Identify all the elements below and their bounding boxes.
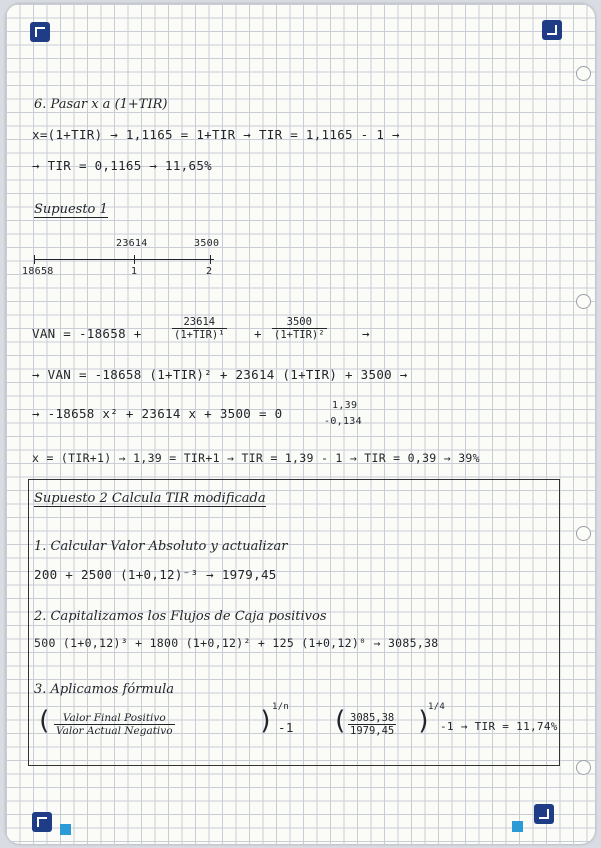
van-fraction-2-den: (1+TIR)² xyxy=(274,329,325,341)
binder-hole xyxy=(576,294,591,309)
brand-logo-bottom-left xyxy=(32,812,52,832)
van-fraction-1-num: 23614 xyxy=(172,316,227,329)
binder-hole xyxy=(576,526,591,541)
step2-line: 500 (1+0,12)³ + 1800 (1+0,12)² + 125 (1+0,12)⁰ → 3085,38 xyxy=(34,636,439,650)
supuesto2-title: Supuesto 2 Calcula TIR modificada xyxy=(34,491,266,506)
brand-logo-top-left xyxy=(30,22,50,42)
calc-open-paren: ( xyxy=(332,706,348,736)
step1-title: 1. Calcular Valor Absoluto y actualizar xyxy=(34,539,288,554)
root-2: -0,134 xyxy=(324,416,362,427)
step2-title: 2. Capitalizamos los Flujos de Caja positivos xyxy=(34,609,327,624)
close-paren: ) xyxy=(258,706,274,736)
blue-square-marker xyxy=(512,821,523,832)
formula-minus-one: -1 xyxy=(278,720,294,735)
timeline-period-1: 1 xyxy=(131,266,138,277)
timeline-value-0: 18658 xyxy=(22,266,54,277)
binder-hole xyxy=(576,66,591,81)
step1-line: 200 + 2500 (1+0,12)⁻³ → 1979,45 xyxy=(34,567,277,582)
blue-square-marker xyxy=(60,824,71,835)
binder-hole xyxy=(576,760,591,775)
van-fraction-2 xyxy=(272,316,327,341)
calc-exponent: 1/4 xyxy=(428,702,446,712)
step3-title: 3. Aplicamos fórmula xyxy=(34,682,175,697)
quadratic-equation: → -18658 x² + 23614 x + 3500 = 0 xyxy=(32,406,283,421)
formula-exponent: 1/n xyxy=(272,702,290,712)
van-fraction-2-num: 3500 xyxy=(272,316,327,329)
formula-den: Valor Actual Negativo xyxy=(56,725,173,737)
timeline-value-1: 23614 xyxy=(116,238,148,249)
calc-num: 3085,38 xyxy=(350,712,395,724)
calc-den: 1979,45 xyxy=(350,725,395,737)
formula-fraction xyxy=(54,712,175,737)
open-paren: ( xyxy=(36,706,52,736)
formula-num: Valor Final Positivo xyxy=(54,712,175,725)
van-fraction-1 xyxy=(172,316,227,341)
step6-title: 6. Pasar x a (1+TIR) xyxy=(34,97,168,112)
van-arrow: → xyxy=(362,326,370,341)
van-equation-lhs: VAN = -18658 + xyxy=(32,326,142,341)
tir-result-line: x = (TIR+1) → 1,39 = TIR+1 → TIR = 1,39 - 1 → TIR = 0,39 → 39% xyxy=(32,451,480,465)
timeline-value-2: 3500 xyxy=(194,238,220,249)
van-fraction-1-den: (1+TIR)¹ xyxy=(174,329,225,341)
root-1: 1,39 xyxy=(332,400,358,411)
step6-line2: → TIR = 0,1165 → 11,65% xyxy=(32,158,212,173)
brand-logo-top-right xyxy=(542,20,562,40)
calc-fraction xyxy=(348,712,396,737)
step6-line1: x=(1+TIR) → 1,1165 = 1+TIR → TIR = 1,1165 - 1 → xyxy=(32,127,400,142)
brand-logo-bottom-right xyxy=(534,804,554,824)
van-plus: + xyxy=(254,326,262,341)
timeline-period-2: 2 xyxy=(206,266,213,277)
calc-close-paren: ) xyxy=(416,706,432,736)
supuesto1-title: Supuesto 1 xyxy=(34,202,108,217)
van-line2: → VAN = -18658 (1+TIR)² + 23614 (1+TIR) + 3500 → xyxy=(32,367,408,382)
notebook-page xyxy=(6,4,595,844)
tir-modified-result: -1 → TIR = 11,74% xyxy=(440,720,558,733)
